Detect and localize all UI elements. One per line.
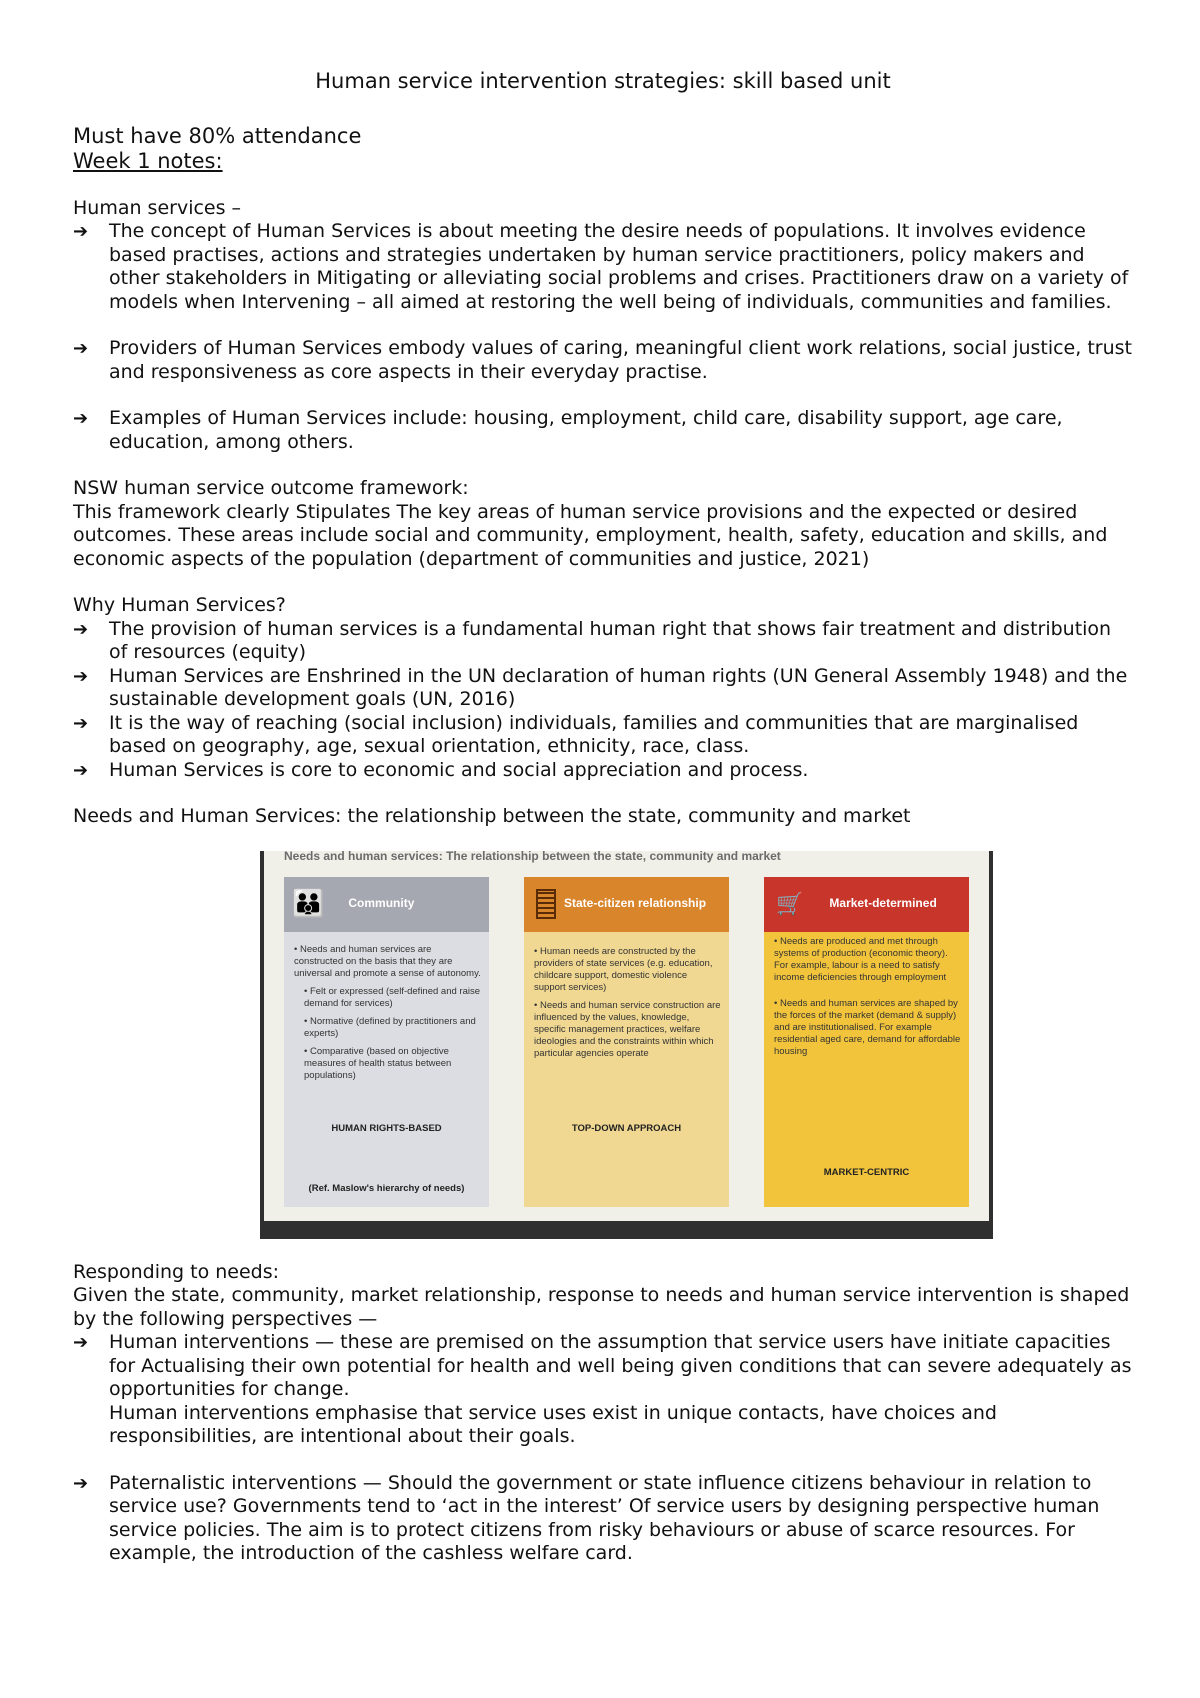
list-item-text: Paternalistic interventions — Should the government or state influence citizens behaviour in relation to service use? Governments tend to ‘act in the interest’ Of service users by designing perspective human service policies. The aim is to protect citizens from risky behaviours or abuse of scarce resources. For example, the introduction of the cashless welfare card. [109,1471,1100,1564]
figure-column-community [284,877,489,1207]
arrow-bullet-icon: ➔ [73,338,89,359]
list-item: ➔ Human Services are Enshrined in the UN declaration of human rights (UN General Assembly 1948) and the sustainable development goals (UN, 2016) [73,664,1128,710]
column-title: Community [348,896,415,911]
needs-heading: Needs and Human Services: the relationship between the state, community and market [73,805,911,827]
family-icon: 👪 [292,888,321,919]
list-item: ➔ The concept of Human Services is about meeting the desire needs of populations. It involves evidence based practises, actions and strategies undertaken by human service practitioners, policy makers and other stakeholders in Mitigating or alleviating social problems and crises. Practitioners draw on a variety of models when Intervening – all aimed at restoring the well being of individuals, communities and families. [73,220,1129,313]
building-icon [536,889,556,919]
why-heading: Why Human Services? [73,594,286,616]
column-text: • Comparative (based on objective measures of health status between populations) [304,1045,452,1081]
nsw-body: This framework clearly Stipulates The key areas of human service provisions and the expected or desired outcomes. These areas include social and community, employment, health, safety, education and skills, and economic aspects of the population (department of communities and justice, 2021) [73,500,1108,570]
arrow-bullet-icon: ➔ [73,712,89,734]
column-text: • Human needs are constructed by the providers of state services (e.g. education, childcare support, domestic violence support services) [534,945,713,993]
list-item: ➔ The provision of human services is a fundamental human right that shows fair treatment and distribution of resources (equity) [73,617,1112,663]
column-footer: HUMAN RIGHTS-BASED [331,1122,442,1134]
column-title: State-citizen relationship [564,896,707,911]
arrow-bullet-icon: ➔ [73,1472,89,1494]
arrow-bullet-icon: ➔ [73,408,89,429]
arrow-bullet-icon: ➔ [73,759,89,781]
figure-column-market [764,877,969,1207]
arrow-bullet-icon: ➔ [73,221,89,242]
column-text: • Needs and human services are constructed on the basis that they are universal and promote a sense of autonomy. [294,943,481,979]
week-heading: Week 1 notes: [73,148,223,173]
list-item: ➔ Examples of Human Services include: housing, employment, child care, disability support, age care, education, among others. [73,407,1063,453]
list-item: ➔ It is the way of reaching (social inclusion) individuals, families and communities that are marginalised based on geography, age, sexual orientation, ethnicity, race, class. [73,711,1079,757]
column-text: • Needs and human services are shaped by the forces of the market (demand & supply) and are institutionalised. For example residential aged care, demand for affordable housing [774,997,961,1057]
column-text: • Felt or expressed (self-defined and raise demand for services) [304,985,480,1009]
column-footnote: (Ref. Maslow's hierarchy of needs) [308,1182,465,1194]
column-body [284,932,489,1207]
document-title: Human service intervention strategies: skill based unit [315,69,891,93]
document-page [73,70,1133,1566]
list-item [73,1331,1133,1449]
column-header [524,877,729,932]
list-item: ➔ Providers of Human Services embody values of caring, meaningful client work relations, social justice, trust and responsiveness as core aspects in their everyday practise. [73,337,1132,383]
figure-column-state [524,877,729,1207]
column-text: • Needs and human service construction are influenced by the values, knowledge, specific management practices, welfare ideologies and the constraints within which particular agencies operate [534,999,721,1059]
figure-header: Needs and human services: The relationship between the state, community and market [284,850,781,863]
list-item-text: Human interventions — these are premised on the assumption that service users have initiate capacities for Actualising their own potential for health and well being given conditions that can severe adequately as opportunities for change. [109,1331,1132,1400]
column-header [764,877,969,932]
list-item [73,1472,1133,1566]
attendance-note: Must have 80% attendance [73,123,362,148]
column-body [524,932,729,1207]
column-header [284,877,489,932]
nsw-heading: NSW human service outcome framework: [73,477,469,499]
responding-body: Given the state, community, market relationship, response to needs and human service intervention is shaped by the following perspectives — [73,1284,1130,1330]
column-title: Market-determined [829,896,937,911]
arrow-bullet-icon: ➔ [73,665,89,687]
column-footer: TOP-DOWN APPROACH [571,1122,682,1134]
column-text: • Normative (defined by practitioners and experts) [304,1015,476,1039]
list-item-text: Human interventions emphasise that service uses exist in unique contacts, have choices and responsibilities, are intentional about their goals. [109,1401,997,1447]
list-item: ➔ Human Services is core to economic and social appreciation and process. [73,758,809,781]
column-text: • Needs are produced and met through systems of production (economic theory). For example, labour is a need to satisfy income deficiencies through employment [774,935,948,983]
human-services-heading: Human services – [73,196,242,219]
arrow-bullet-icon: ➔ [73,618,89,640]
column-footer: MARKET-CENTRIC [823,1166,910,1178]
arrow-bullet-icon: ➔ [73,1332,89,1353]
needs-figure-photo [260,851,993,1239]
cart-icon: 🛒 [776,891,804,917]
responding-heading: Responding to needs: [73,1260,280,1283]
